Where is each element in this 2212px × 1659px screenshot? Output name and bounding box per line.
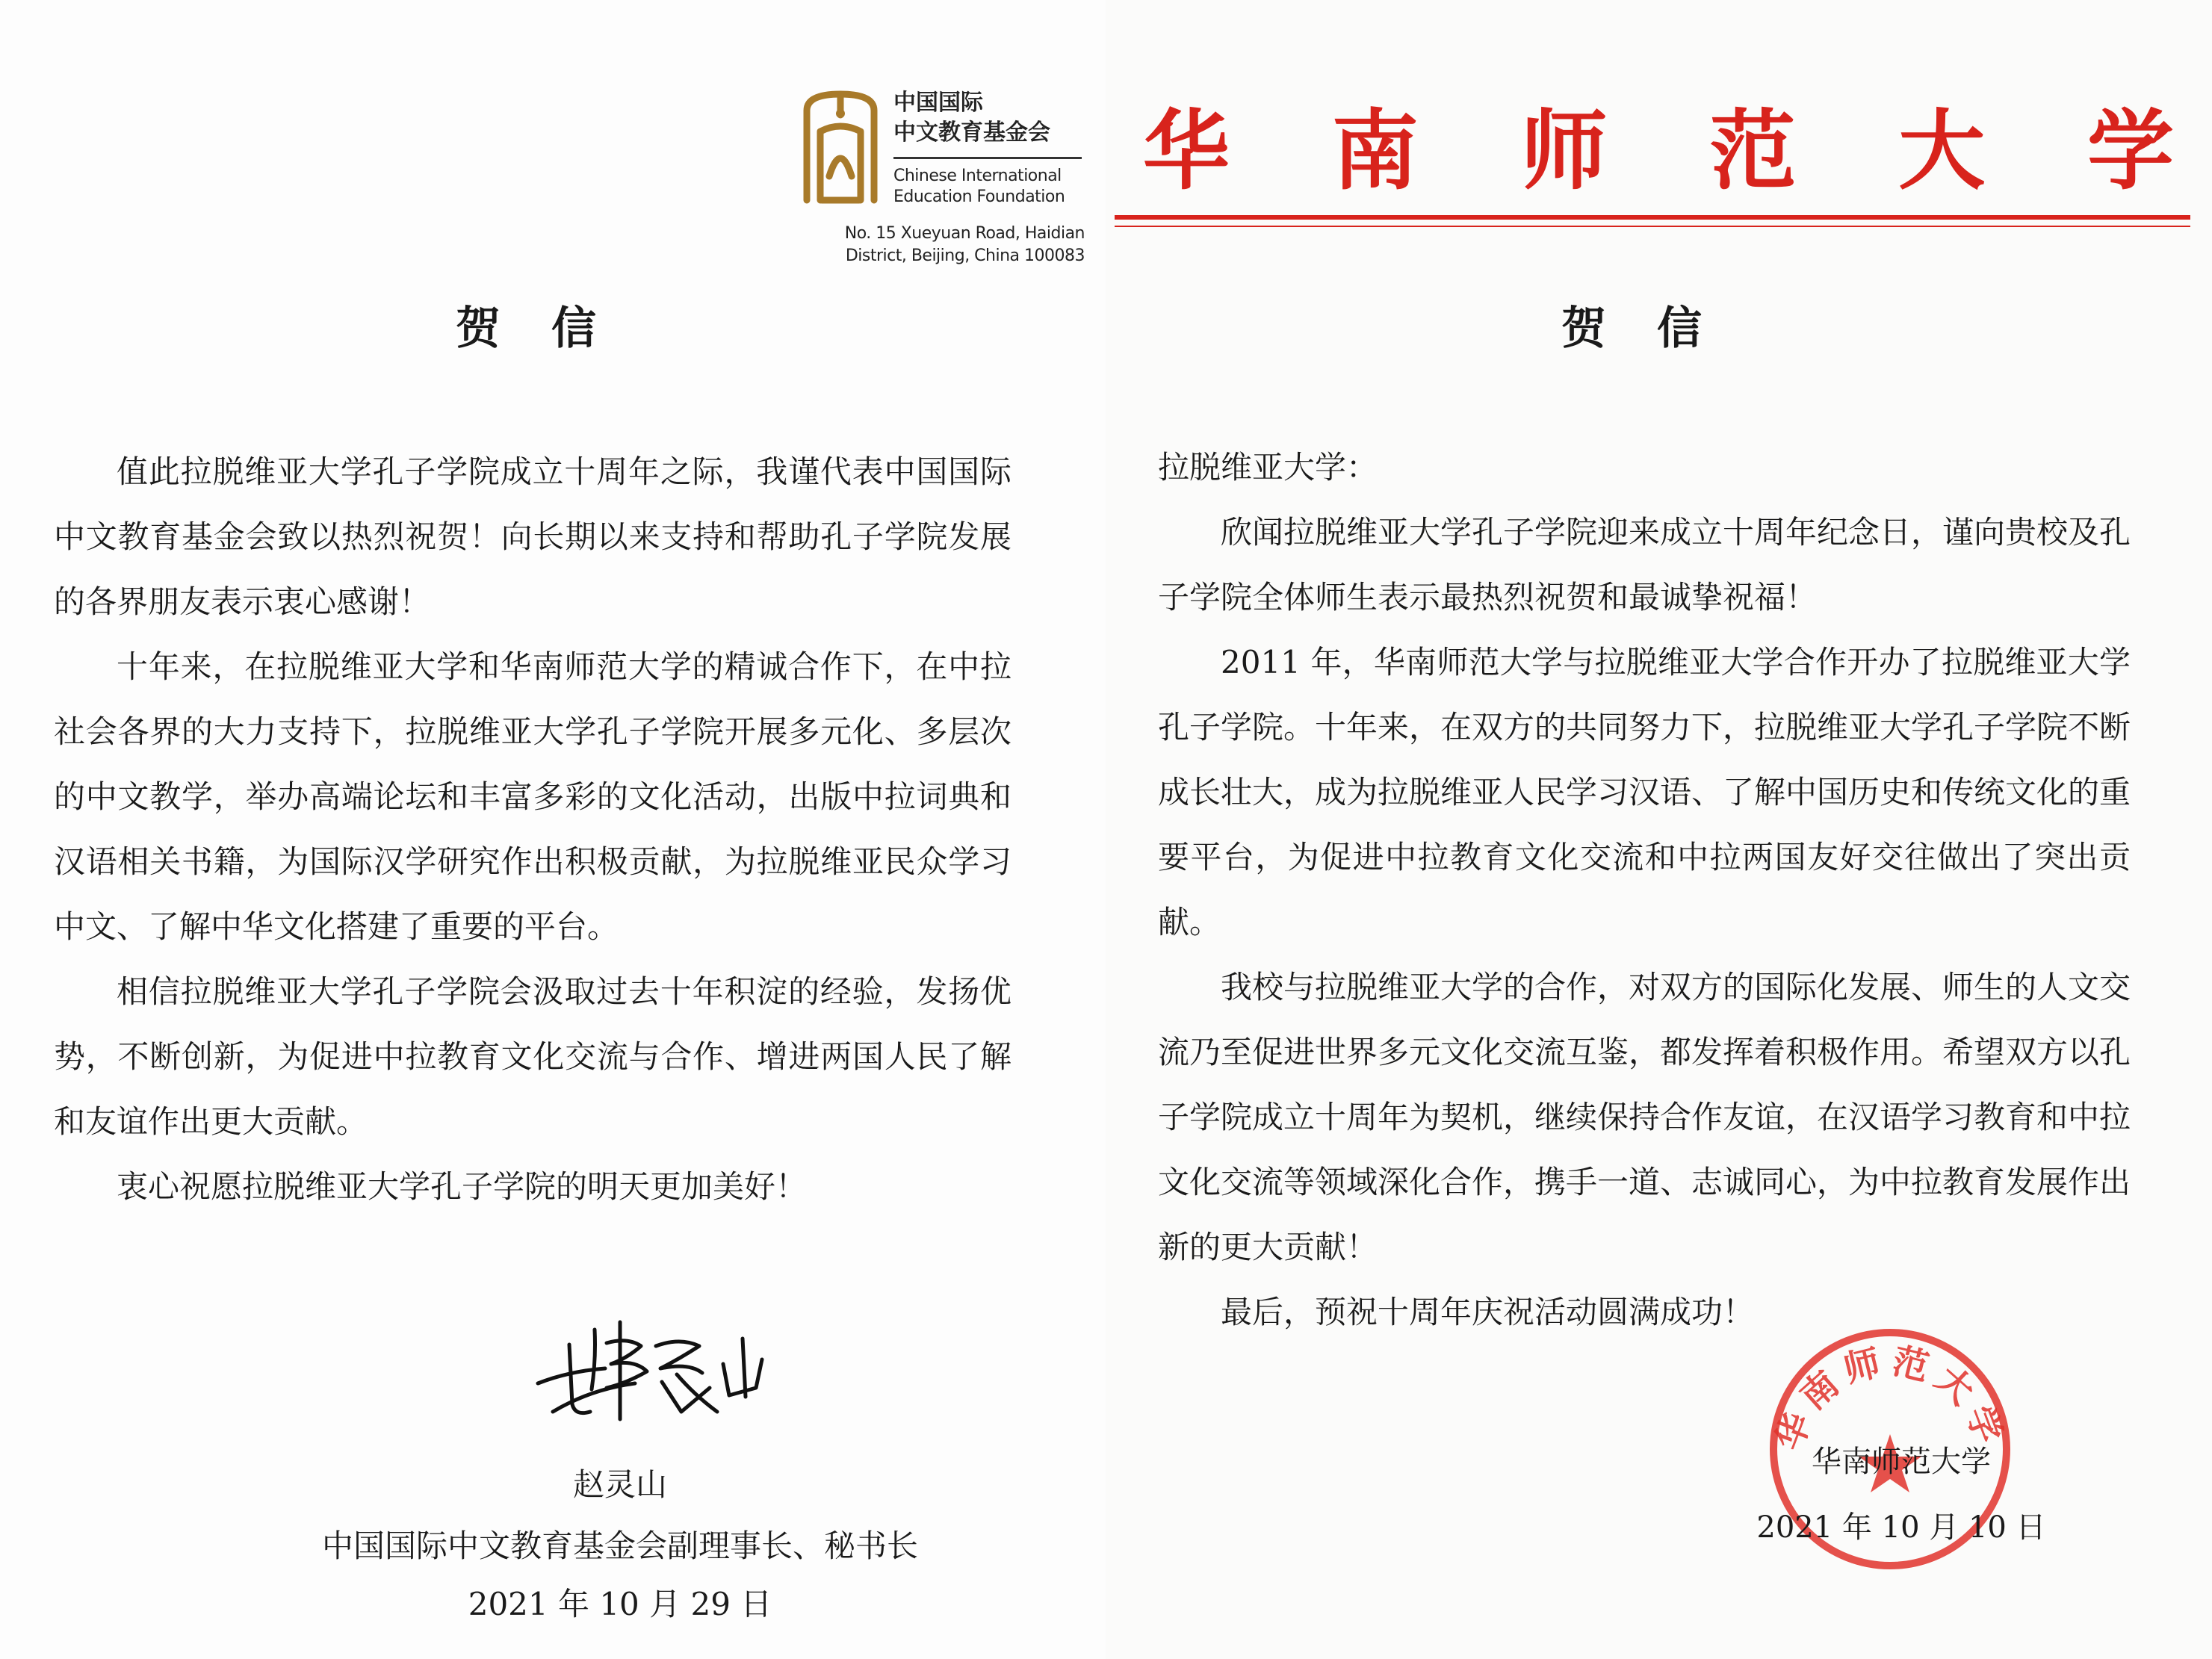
paragraph: 欣闻拉脱维亚大学孔子学院迎来成立十周年纪念日，谨向贵校及孔子学院全体师生表示最热烈祝贺和最诚挚祝福！: [1158, 514, 2131, 615]
letterhead-char: 学: [2086, 101, 2174, 202]
signer-name: 赵灵山: [572, 1466, 667, 1503]
letterhead-char: 华: [1143, 101, 1230, 202]
paragraph: 十年来，在拉脱维亚大学和华南师范大学的精诚合作下，在中拉社会各界的大力支持下，拉脱维亚大学孔子学院开展多元化、多层次的中文教学，举办高端论坛和丰富多彩的文化活动，出版中拉词典和汉语相关书籍，为国际汉学研究作出积极贡献，为拉脱维亚民众学习中文、了解中华文化搭建了重要的平台。: [54, 648, 1011, 945]
foundation-name-en: Chinese International Education Foundation: [893, 167, 1065, 206]
university-congratulatory-letter: [1106, 0, 2212, 1659]
header-divider: [893, 157, 1082, 159]
letterhead-rule-thick: [1115, 215, 2190, 220]
letter-body: [1158, 435, 2131, 1345]
letter-title: 贺信: [1561, 303, 1753, 355]
letterhead-char: 师: [1520, 101, 1608, 202]
letterhead-rule-thin: [1115, 226, 2190, 227]
foundation-name-zh: 中国国际 中文教育基金会: [893, 90, 1050, 146]
paragraph: 最后，预祝十周年庆祝活动圆满成功！: [1221, 1294, 1755, 1330]
signer-title: 中国国际中文教育基金会副理事长、秘书长: [321, 1528, 918, 1564]
foundation-address: No. 15 Xueyuan Road, Haidian District, Beijing, China 100083: [844, 224, 1085, 265]
paragraph: 值此拉脱维亚大学孔子学院成立十周年之际，我谨代表中国国际中文教育基金会致以热烈祝贺！向长期以来支持和帮助孔子学院发展的各界朋友表示衷心感谢！: [54, 453, 1011, 620]
letterhead-char: 范: [1709, 101, 1797, 202]
letter-body: [54, 439, 1011, 1219]
letter-title: 贺信: [456, 303, 647, 355]
letter-date: 2021 年 10 月 29 日: [468, 1586, 772, 1622]
letterhead-char: 大: [1898, 101, 1986, 202]
seal-text: 华南师范大学: [1768, 1339, 2013, 1456]
paragraph: 我校与拉脱维亚大学的合作，对双方的国际化发展、师生的人文交流乃至促进世界多元文化交流互鉴，都发挥着积极作用。希望双方以孔子学院成立十周年为契机，继续保持合作友谊，在汉语学习教育和中拉文化交流等领域深化合作，携手一道、志诚同心，为中拉教育发展作出新的更大贡献！: [1158, 969, 2131, 1265]
university-letterhead-name: [1143, 103, 2174, 200]
signer-organization: 华南师范大学: [1812, 1445, 1991, 1479]
paragraph: 衷心祝愿拉脱维亚大学孔子学院的明天更加美好！: [117, 1168, 808, 1205]
letterhead-char: 南: [1331, 101, 1419, 202]
paragraph: 相信拉脱维亚大学孔子学院会汲取过去十年积淀的经验，发扬优势，不断创新，为促进中拉教育文化交流与合作、增进两国人民了解和友谊作出更大贡献。: [54, 973, 1011, 1140]
letter-date: 2021 年 10 月 10 日: [1756, 1510, 2046, 1545]
paragraph: 2011 年，华南师范大学与拉脱维亚大学合作开办了拉脱维亚大学孔子学院。十年来，在双方的共同努力下，拉脱维亚大学孔子学院不断成长壮大，成为拉脱维亚人民学习汉语、了解中国历史和传统文化的重要平台，为促进中拉教育文化交流和中拉两国友好交往做出了突出贡献。: [1158, 644, 2131, 940]
salutation: 拉脱维亚大学：: [1158, 449, 1378, 486]
handwritten-signature: [523, 1300, 792, 1434]
cief-logo-icon: [799, 88, 882, 208]
